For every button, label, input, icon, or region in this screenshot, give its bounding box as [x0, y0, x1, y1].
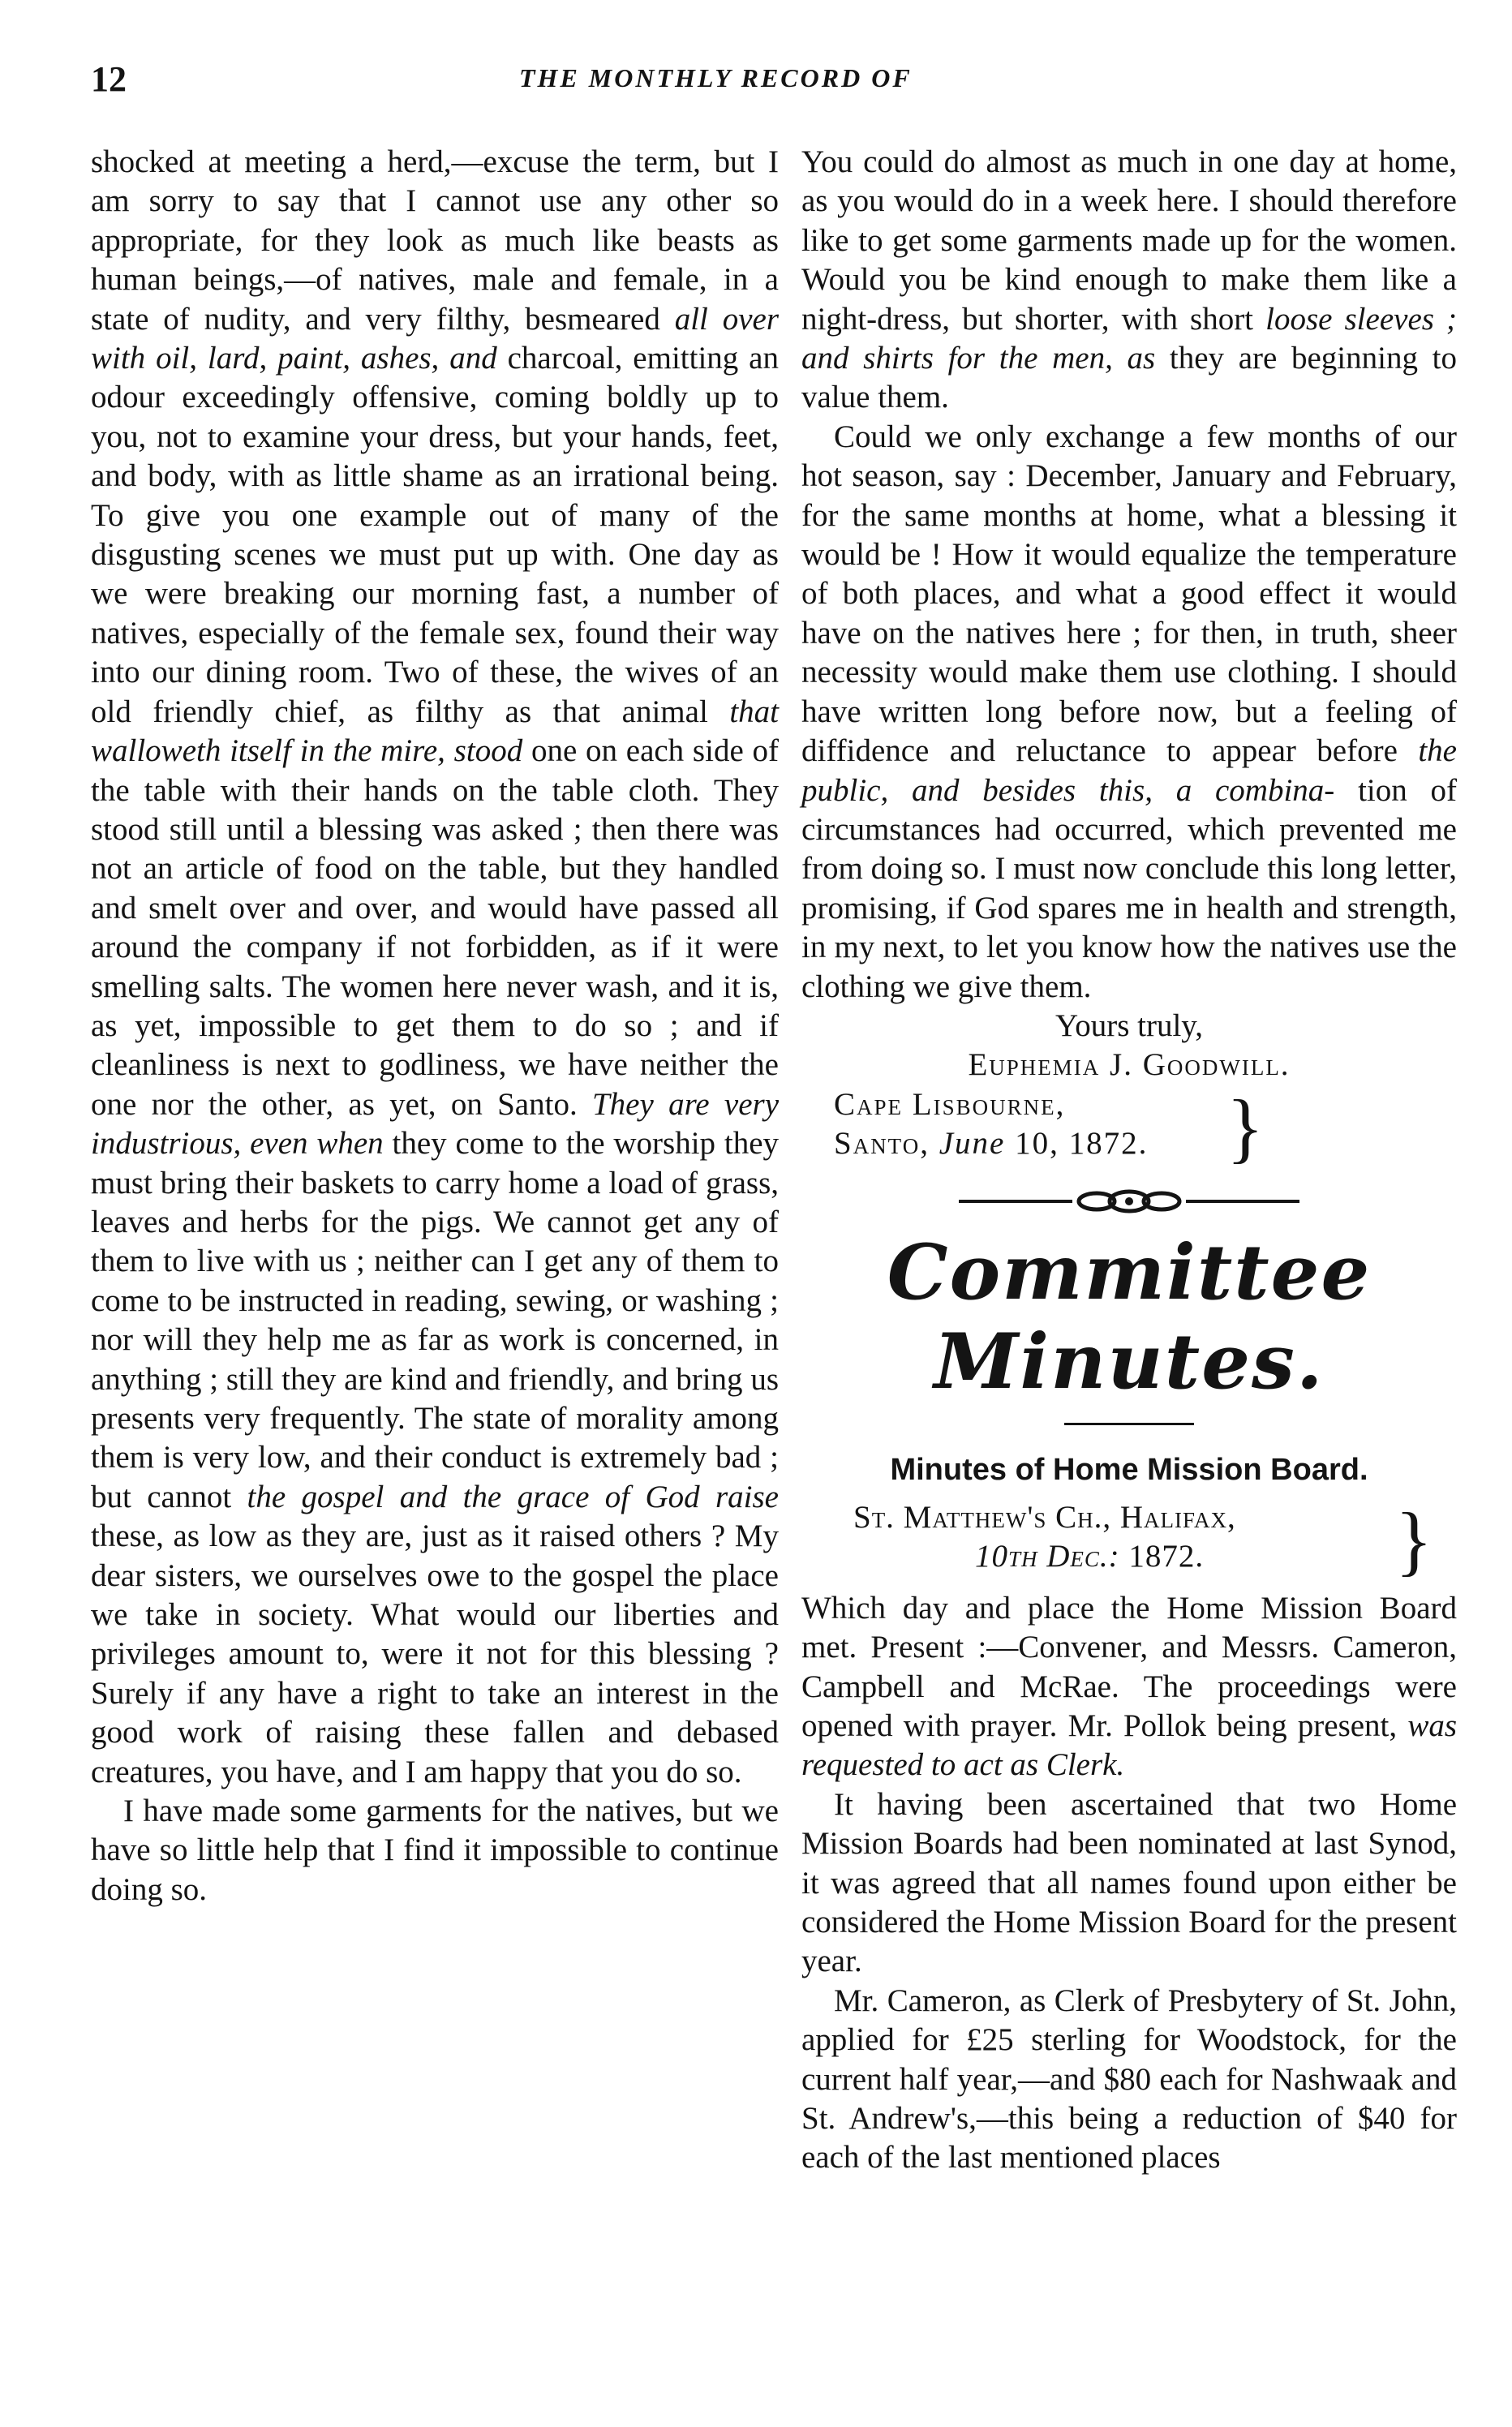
- text-run: they come to the worship they must bring their baskets to carry home a load of grass, leaves and herbs for the pigs. We cannot get any of them to live with us ; neither can I get any of them to come to be instructed in reading, sewing, or washing ; nor will they help me as far as work is concerned, in anything ; still they are kind and friendly, and bring us presents very frequently. The state of morality among them is very low, and their conduct is extremely bad ; but cannot: [91, 1126, 779, 1514]
- brace-glyph: }: [1226, 1083, 1265, 1171]
- dateline-1: St. Matthew's Ch., Halifax,: [853, 1499, 1236, 1535]
- minutes-heading: Minutes of Home Mission Board.: [890, 1452, 1368, 1487]
- text-run: 10, 1872.: [1015, 1126, 1149, 1162]
- minutes-paragraph-1: [801, 1589, 1457, 1785]
- text-run: shocked at meeting a herd,—excuse the term, but I am sorry to say that I cannot use any other so appropriate, for they look as much like beasts as human beings,—of natives, male and female, in a state of nudity, and very filthy, besmeared: [91, 144, 779, 337]
- italic-run: the gospel and the grace of God raise: [247, 1479, 779, 1514]
- divider: [1064, 1423, 1194, 1425]
- text-run: Which day and place the Home Mission Board met. Present :—Convener, and Messrs. Cameron, Campbell and McRae. The proceedings were opened with prayer. Mr. Pollok being present,: [801, 1590, 1457, 1743]
- text-run: charcoal, emitting an odour exceedingly offensive, coming boldly up to you, not to examine your dress, but your hands, feet, and body, with as little shame as an irrational being. To give you one example out of many of the disgusting scenes we must put up with. One day as we were breaking our morning fast, a number of natives, especially of the female sex, found their way into our dining room. Two of these, the wives of an old friendly chief, as filthy as that animal: [91, 341, 779, 729]
- minutes-paragraph-2: It having been ascertained that two Home Mission Boards had been nominated at last Synod, it was agreed that all names found upon either be considered the Home Mission Board for the present year.: [801, 1786, 1457, 1979]
- letter-paragraph-4: [801, 418, 1457, 1007]
- page-number: 12: [91, 59, 127, 99]
- ornamental-rule: [959, 1189, 1299, 1214]
- place-line-1: Cape Lisbourne,: [834, 1086, 1066, 1122]
- minutes-dateline: [853, 1498, 1457, 1589]
- text-run: they are beginning to value them.: [801, 341, 1457, 415]
- brace-glyph: }: [1395, 1496, 1433, 1583]
- letter-place-date: [834, 1085, 1457, 1176]
- place-line-2: [834, 1124, 1457, 1163]
- letter-paragraph-1: [91, 143, 779, 1792]
- dateline-2: [853, 1537, 1457, 1576]
- text-run: these, as low as they are, just as it raised others ? My dear sisters, we ourselves owe to the gospel the place we take in society. What would our liberties and privileges amount to, were it not for this blessing ? Surely if any have a right to take an interest in the good work of raising these fallen and debased creatures, you have, and I am happy that you do so.: [91, 1518, 779, 1789]
- letter-paragraph-3: [801, 143, 1457, 418]
- section-title: Committee Minutes.: [887, 1227, 1372, 1407]
- letter-signature: Euphemia J. Goodwill.: [968, 1047, 1291, 1083]
- text-run: one on each side of the table with their hands on the table cloth. They stood still until a blessing was asked ; then there was not an article of food on the table, but they handled and smelt over and over, and would have passed all around the company if not forbidden, as if it were smelling salts. The women here never wash, and it is, as yet, impossible to get them to do so ; and if cleanliness is next to godliness, we have neither the one nor the other, as yet, on Santo.: [91, 733, 779, 1122]
- text-run: Santo,: [834, 1126, 930, 1162]
- text-run: Could we only exchange a few months of our hot season, say : December, January and February, for the same months at home, what a blessing it would be ! How it would equalize the temperature of both places, and what a good effect it would have on the natives here ; for then, in truth, sheer necessity would make them use clothing. I should have written long before now, but a feeling of diffidence and reluctance to appear before: [801, 419, 1457, 769]
- right-column: [801, 143, 1457, 2178]
- italic-run: that walloweth itself in the mire, stood: [91, 694, 780, 769]
- italic-run: the public, and besides this, a combina-: [801, 733, 1457, 808]
- italic-run: all over with oil, lard, paint, ashes, and: [91, 301, 779, 376]
- letter-paragraph-2: I have made some garments for the natives, but we have so little help that I find it impossible to continue doing so.: [91, 1793, 779, 1907]
- italic-run: 10th Dec.:: [975, 1539, 1120, 1574]
- left-column: [91, 143, 779, 1909]
- text-run: tion of circumstances had occurred, which prevented me from doing so. I must now conclude this long letter, promising, if God spares me in health and strength, in my next, to let you know how the natives use the clothing we give them.: [801, 772, 1458, 1004]
- italic-run: June: [939, 1126, 1006, 1162]
- text-run: 1872.: [1128, 1539, 1205, 1574]
- minutes-paragraph-3: Mr. Cameron, as Clerk of Presbytery of St. John, applied for £25 sterling for Woodstock, for the current half year,—and $80 each for Nashwaak and St. Andrew's,—this being a reduction of $40 for each of the last mentioned places: [801, 1982, 1457, 2176]
- running-title: THE MONTHLY RECORD OF: [519, 63, 913, 92]
- italic-run: was requested to act as Clerk.: [801, 1707, 1458, 1783]
- italic-run: loose sleeves ; and shirts for the men, as: [801, 301, 1458, 376]
- text-run: You could do almost as much in one day at home, as you would do in a week here. I should therefore like to get some garments made up for the women. Would you be kind enough to make them like a night-dress, but shorter, with short: [801, 144, 1457, 337]
- italic-run: They are very industrious, even when: [91, 1086, 780, 1162]
- letter-closing: Yours truly,: [1055, 1007, 1204, 1043]
